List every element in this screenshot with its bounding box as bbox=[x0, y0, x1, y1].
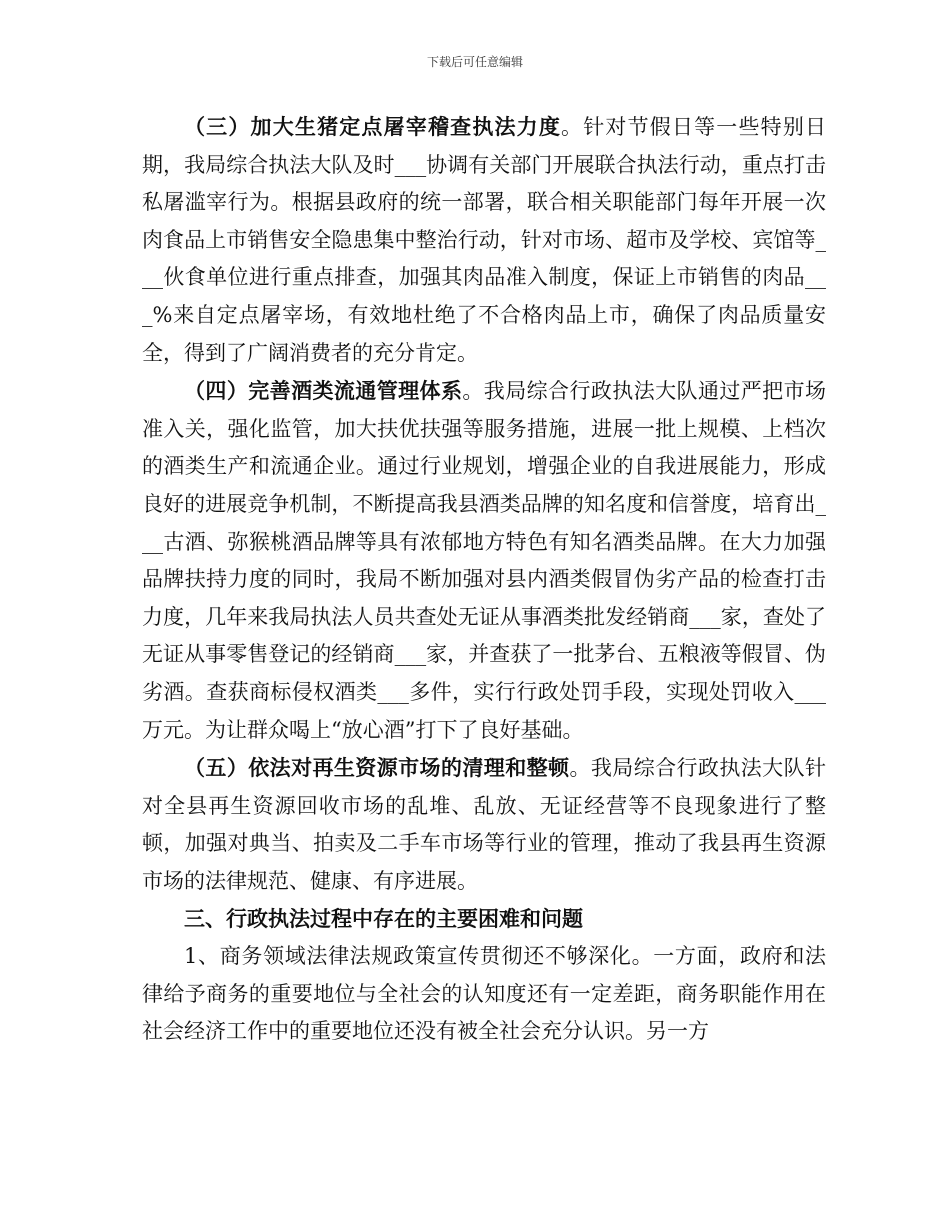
paragraph-lead-heading: （四）完善酒类流通管理体系 bbox=[184, 378, 463, 404]
paragraph-text: 。我局综合行政执法大队通过严把市场准入关，强化监管，加大扶优扶强等服务措施，进展一批上规模、上档次的酒类生产和流通企业。通过行业规划，增强企业的自我进展能力，形成良好的进展竞争机制，不断提高我县酒类品牌的知名度和信誉度，培育出___古酒、弥猴桃酒品牌等具有浓郁地方特色有知名酒类品牌。在大力加强品牌扶持力度的同时，我局不断加强对县内酒类假冒伪劣产品的检查打击力度，几年来我局执法人员共查处无证从事酒类批发经销商___家，查处了无证从事零售登记的经销商___家，并查获了一批茅台、五粮液等假冒、伪劣酒。查获商标侵权酒类___多件，实行行政处罚手段，实现处罚收入___万元。为让群众喝上“放心酒”打下了良好基础。 bbox=[142, 379, 827, 742]
paragraph-liquor-management bbox=[142, 372, 826, 749]
page-header-note: 下载后可任意编辑 bbox=[426, 55, 523, 69]
paragraph-item-1: 1、商务领域法律法规政策宣传贯彻还不够深化。一方面，政府和法律给予商务的重要地位与全社会的认知度还有一定差距，商务职能作用在社会经济工作中的重要地位还没有被全社会充分认识。另一方 bbox=[142, 944, 826, 1044]
paragraph-slaughter-enforcement bbox=[142, 108, 826, 372]
paragraph-text: 。针对节假日等一些特别日期，我局综合执法大队及时___协调有关部门开展联合执法行动，重点打击私屠滥宰行为。根据县政府的统一部署，联合相关职能部门每年开展一次肉食品上市销售安全隐患集中整治行动，针对市场、超市及学校、宾馆等___伙食单位进行重点排查，加强其肉品准入制度，保证上市销售的肉品___%来自定点屠宰场，有效地杜绝了不合格肉品上市，确保了肉品质量安全，得到了广阔消费者的充分肯定。 bbox=[142, 115, 827, 365]
paragraph-lead-heading: （五）依法对再生资源市场的清理和整顿 bbox=[184, 755, 570, 781]
paragraph-lead-heading: （三）加大生猪定点屠宰稽查执法力度 bbox=[184, 114, 562, 139]
document-body bbox=[142, 108, 826, 1051]
paragraph-recycling-market bbox=[142, 749, 826, 900]
paragraph-text: 。我局综合行政执法大队针对全县再生资源回收市场的乱堆、乱放、无证经营等不良现象进行了整顿，加强对典当、拍卖及二手车市场等行业的管理，推动了我县再生资源市场的法律规范、健康、有序进展。 bbox=[142, 756, 827, 893]
section-heading-difficulties: 三、行政执法过程中存在的主要困难和问题 bbox=[184, 906, 583, 932]
